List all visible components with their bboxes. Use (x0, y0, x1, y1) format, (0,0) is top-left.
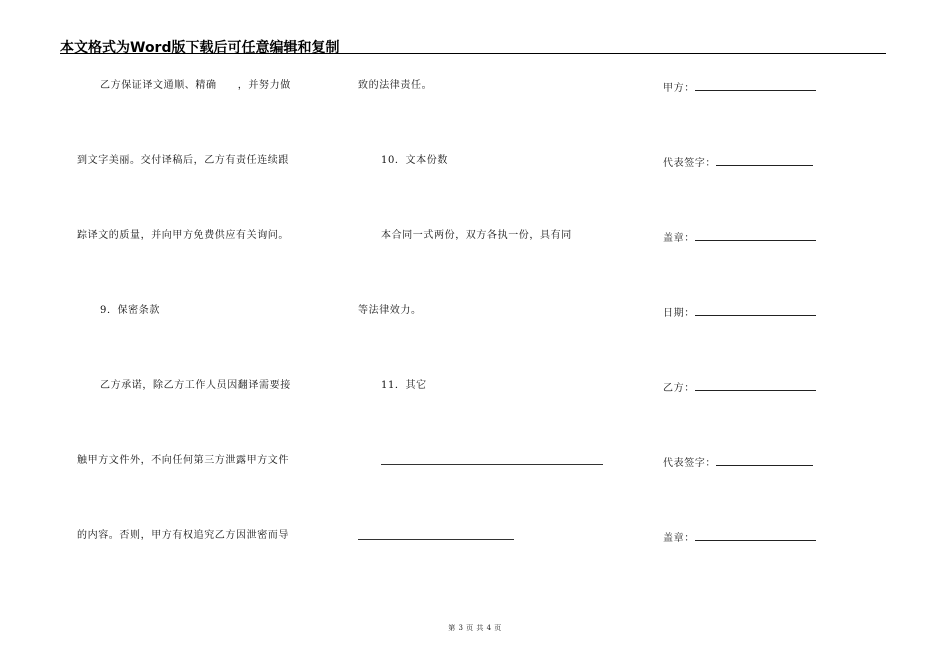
col2-section-11-heading: 11．其它 (381, 380, 427, 391)
rep-a-row (663, 155, 813, 170)
rep-b-row (663, 455, 813, 470)
party-b-row (663, 380, 816, 395)
col1-line-7: 的内容。否则，甲方有权追究乙方因泄密而导 (77, 530, 289, 541)
party-a-row (663, 80, 816, 95)
col1-section-9-heading: 9．保密条款 (100, 305, 160, 316)
col2-section-10-heading: 10．文本份数 (381, 155, 448, 166)
party-a-blank (695, 80, 816, 91)
seal-a-label: 盖章： (663, 233, 695, 244)
seal-a-blank (695, 230, 816, 241)
col1-line-5: 乙方承诺，除乙方工作人员因翻译需要接 (100, 380, 291, 391)
date-blank (695, 305, 816, 316)
col2-line-3: 本合同一式两份，双方各执一份，具有同 (381, 230, 572, 241)
party-a-label: 甲方： (663, 83, 695, 94)
seal-b-label: 盖章： (663, 533, 695, 544)
date-row (663, 305, 816, 320)
seal-b-blank (695, 530, 816, 541)
document-header-title: 本文格式为Word版下载后可任意编辑和复制 (60, 40, 340, 56)
date-label: 日期： (663, 308, 695, 319)
header-divider (60, 53, 886, 54)
rep-a-label: 代表签字： (663, 158, 716, 169)
seal-b-row (663, 530, 816, 545)
rep-b-label: 代表签字： (663, 458, 716, 469)
col1-line-6: 触甲方文件外，不向任何第三方泄露甲方文件 (77, 455, 289, 466)
col1-line-3: 踪译文的质量，并向甲方免费供应有关询问。 (77, 230, 289, 241)
col2-blank-line-1 (381, 464, 603, 465)
seal-a-row (663, 230, 816, 245)
col1-line-1: 乙方保证译文通顺、精确 ，并努力做 (100, 80, 291, 91)
col2-line-1: 致的法律责任。 (358, 80, 433, 91)
rep-a-blank (716, 155, 813, 166)
col2-line-4: 等法律效力。 (358, 305, 422, 316)
col1-line-2: 到文字美丽。交付译稿后，乙方有责任连续跟 (77, 155, 289, 166)
col2-blank-line-2 (358, 539, 514, 540)
party-b-blank (695, 380, 816, 391)
page-number-footer: 第 3 页 共 4 页 (448, 624, 502, 632)
party-b-label: 乙方： (663, 383, 695, 394)
rep-b-blank (716, 455, 813, 466)
